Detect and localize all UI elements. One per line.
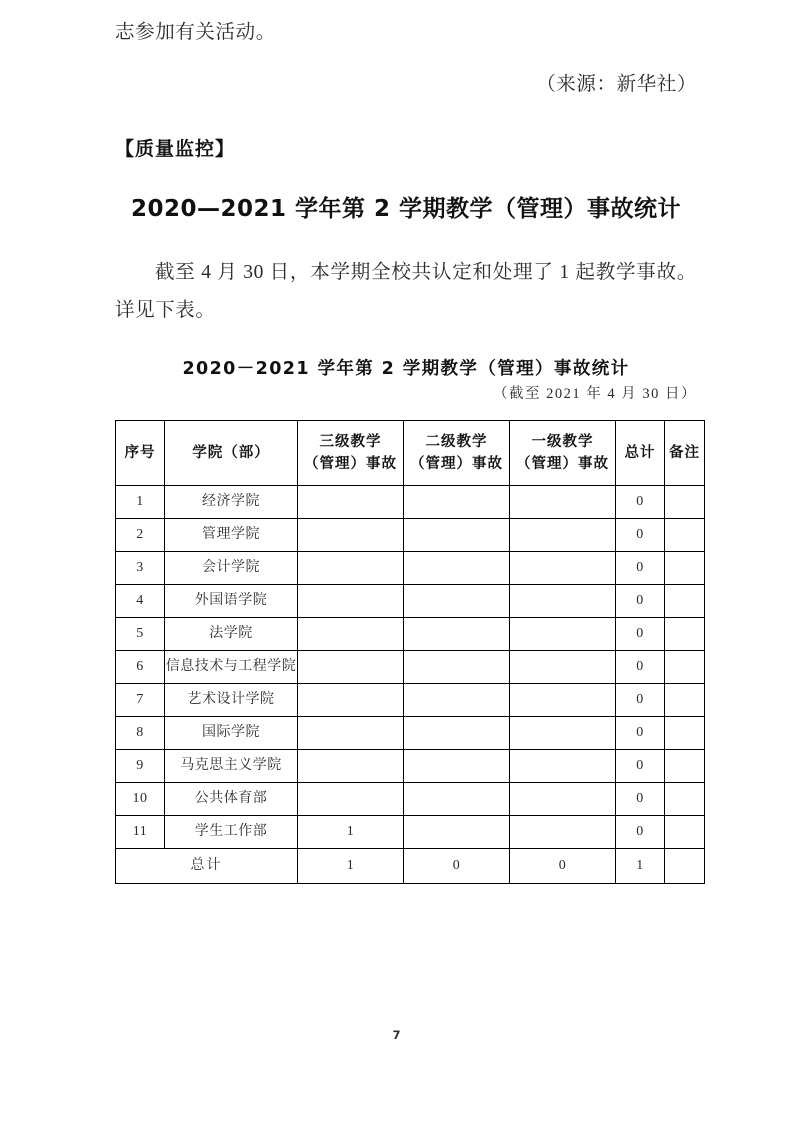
cell-level1	[510, 552, 616, 585]
cell-level2	[404, 519, 510, 552]
column-header-level2-line1: 二级教学	[425, 434, 488, 450]
cell-remark	[665, 486, 705, 519]
table-head	[116, 421, 705, 486]
cell-index: 2	[116, 519, 165, 552]
column-header-college-line1: 学院（部）	[192, 445, 270, 461]
cell-total-label: 总计	[116, 849, 298, 884]
page-content	[115, 0, 700, 884]
cell-remark	[665, 783, 705, 816]
table-total-row	[116, 849, 705, 884]
cell-index: 9	[116, 750, 165, 783]
cell-total-level1: 0	[510, 849, 616, 884]
cell-remark	[665, 717, 705, 750]
cell-index: 11	[116, 816, 165, 849]
cell-level2	[404, 585, 510, 618]
table-row	[116, 651, 705, 684]
table-row	[116, 618, 705, 651]
table-row	[116, 486, 705, 519]
column-header-level3-line2: （管理）事故	[304, 456, 397, 472]
cell-total: 0	[616, 486, 665, 519]
column-header-level1-line1: 一级教学	[531, 434, 594, 450]
column-header-index-line1: 序号	[124, 445, 156, 461]
spacer-before-section	[115, 104, 697, 134]
cell-level3	[298, 486, 404, 519]
cell-college: 会计学院	[165, 552, 298, 585]
cell-level2	[404, 816, 510, 849]
cell-level3	[298, 717, 404, 750]
column-header-remark-line1: 备注	[669, 445, 700, 461]
table-title: 2020－2021 学年第 2 学期教学（管理）事故统计	[182, 359, 630, 379]
cell-total: 0	[616, 618, 665, 651]
cell-level2	[404, 684, 510, 717]
column-header-level1-line2: （管理）事故	[516, 456, 609, 472]
column-header-college	[165, 421, 298, 486]
cell-level1	[510, 519, 616, 552]
spacer-before-heading	[115, 164, 697, 192]
table-row	[116, 519, 705, 552]
cell-total: 0	[616, 816, 665, 849]
article-heading: 2020—2021 学年第 2 学期教学（管理）事故统计	[130, 196, 682, 222]
cell-level1	[510, 651, 616, 684]
cell-level2	[404, 486, 510, 519]
cell-college: 艺术设计学院	[165, 684, 298, 717]
cell-college: 管理学院	[165, 519, 298, 552]
column-header-index	[116, 421, 165, 486]
cell-remark	[665, 816, 705, 849]
cell-level2	[404, 618, 510, 651]
cell-level1	[510, 783, 616, 816]
cell-college: 公共体育部	[165, 783, 298, 816]
cell-index: 7	[116, 684, 165, 717]
table-header-row	[116, 421, 705, 486]
column-header-level3	[298, 421, 404, 486]
cell-remark	[665, 585, 705, 618]
cell-college: 外国语学院	[165, 585, 298, 618]
table-body	[116, 486, 705, 884]
cell-level1	[510, 684, 616, 717]
cell-remark	[665, 552, 705, 585]
cell-total-level3: 1	[298, 849, 404, 884]
cell-level2	[404, 552, 510, 585]
cell-level1	[510, 717, 616, 750]
cell-total: 0	[616, 651, 665, 684]
column-header-level2	[404, 421, 510, 486]
cell-index: 10	[116, 783, 165, 816]
table-row	[116, 816, 705, 849]
cell-total: 0	[616, 585, 665, 618]
table-row	[116, 750, 705, 783]
cell-level2	[404, 783, 510, 816]
top-spacer	[115, 0, 697, 14]
cell-remark	[665, 519, 705, 552]
column-header-total-line1: 总计	[624, 445, 656, 461]
table-row	[116, 783, 705, 816]
cell-index: 3	[116, 552, 165, 585]
cell-total-level2: 0	[404, 849, 510, 884]
cell-level1	[510, 750, 616, 783]
cell-level3: 1	[298, 816, 404, 849]
continued-paragraph: 志参加有关活动。	[115, 22, 276, 43]
teaching-accident-statistics-table	[115, 420, 705, 884]
cell-total-remark	[665, 849, 705, 884]
table-row	[116, 717, 705, 750]
cell-index: 4	[116, 585, 165, 618]
cell-total: 0	[616, 519, 665, 552]
cell-total: 0	[616, 717, 665, 750]
cell-level1	[510, 486, 616, 519]
cell-total: 0	[616, 684, 665, 717]
cell-level2	[404, 750, 510, 783]
column-header-remark	[665, 421, 705, 486]
section-label-quality-monitoring: 【质量监控】	[115, 138, 236, 160]
cell-college: 学生工作部	[165, 816, 298, 849]
table-row	[116, 684, 705, 717]
cell-level3	[298, 585, 404, 618]
table-subtitle: （截至 2021 年 4 月 30 日）	[493, 386, 697, 402]
article-body-paragraph: 截至 4 月 30 日，本学期全校共认定和处理了 1 起教学事故。详见下表。	[115, 262, 697, 321]
cell-level2	[404, 717, 510, 750]
cell-level3	[298, 783, 404, 816]
cell-remark	[665, 618, 705, 651]
spacer-before-table-title	[115, 330, 697, 356]
cell-level3	[298, 618, 404, 651]
cell-level3	[298, 684, 404, 717]
cell-college: 马克思主义学院	[165, 750, 298, 783]
column-header-level3-line1: 三级教学	[319, 434, 382, 450]
spacer-before-body	[115, 226, 697, 254]
cell-level3	[298, 651, 404, 684]
spacer-before-table	[115, 406, 697, 420]
cell-level3	[298, 519, 404, 552]
cell-level2	[404, 651, 510, 684]
cell-index: 8	[116, 717, 165, 750]
cell-remark	[665, 750, 705, 783]
table-row	[116, 585, 705, 618]
cell-college: 法学院	[165, 618, 298, 651]
cell-total: 0	[616, 552, 665, 585]
cell-college: 经济学院	[165, 486, 298, 519]
cell-index: 5	[116, 618, 165, 651]
cell-level3	[298, 552, 404, 585]
cell-level3	[298, 750, 404, 783]
cell-college: 信息技术与工程学院	[165, 651, 298, 684]
cell-index: 1	[116, 486, 165, 519]
cell-index: 6	[116, 651, 165, 684]
source-note: （来源：新华社）	[536, 74, 697, 95]
cell-remark	[665, 651, 705, 684]
cell-total-sum: 1	[616, 849, 665, 884]
column-header-level1	[510, 421, 616, 486]
cell-total: 0	[616, 750, 665, 783]
cell-total: 0	[616, 783, 665, 816]
column-header-total	[616, 421, 665, 486]
cell-college: 国际学院	[165, 717, 298, 750]
column-header-level2-line2: （管理）事故	[410, 456, 503, 472]
table-row	[116, 552, 705, 585]
cell-level1	[510, 618, 616, 651]
cell-level1	[510, 816, 616, 849]
page-number: 7	[392, 1028, 401, 1042]
cell-remark	[665, 684, 705, 717]
spacer-after-continued	[115, 52, 697, 66]
cell-level1	[510, 585, 616, 618]
